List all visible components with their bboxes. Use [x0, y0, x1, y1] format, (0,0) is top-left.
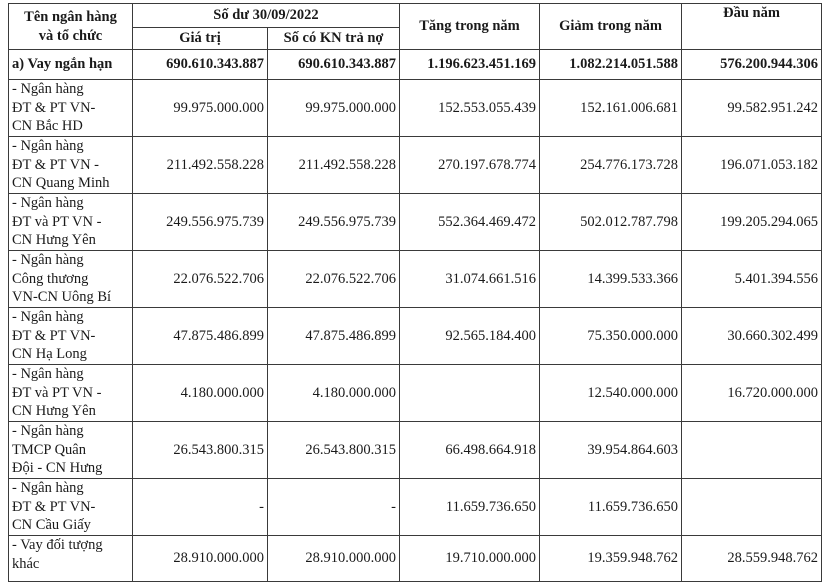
summary-row — [9, 50, 822, 80]
table-row — [9, 365, 822, 422]
bank-column-header — [9, 4, 133, 50]
opening-cell: 28.559.948.762 — [682, 536, 822, 582]
bank-column-header-line1: Tên ngân hàng — [24, 9, 117, 25]
bank-name-cell — [9, 251, 133, 308]
decrease-cell: 502.012.787.798 — [540, 194, 682, 251]
repayable-cell: 28.910.000.000 — [268, 536, 400, 582]
summary-opening: 576.200.944.306 — [682, 50, 822, 80]
summary-repayable: 690.610.343.887 — [268, 50, 400, 80]
increase-cell: 66.498.664.918 — [400, 422, 540, 479]
increase-cell — [400, 365, 540, 422]
bank-column-header-line2: và tổ chức — [38, 27, 103, 44]
bank-name-line: - Ngân hàng — [12, 138, 84, 154]
bank-name-cell — [9, 422, 133, 479]
repayable-column-header: Số có KN trả nợ — [268, 28, 400, 50]
bank-name-line: ĐT & PT VN - — [12, 156, 100, 173]
bank-name-line: - Ngân hàng — [12, 195, 84, 211]
table-row — [9, 137, 822, 194]
balance-group-header: Số dư 30/09/2022 — [133, 4, 400, 28]
opening-cell — [682, 422, 822, 479]
value-cell: 211.492.558.228 — [133, 137, 268, 194]
bank-name-line: TMCP Quân — [12, 441, 86, 458]
decrease-cell: 14.399.533.366 — [540, 251, 682, 308]
value-column-header: Giá trị — [133, 28, 268, 50]
bank-name-line: ĐT & PT VN- — [12, 327, 96, 344]
repayable-cell: 22.076.522.706 — [268, 251, 400, 308]
table-row — [9, 422, 822, 479]
value-cell: 22.076.522.706 — [133, 251, 268, 308]
opening-cell: 99.582.951.242 — [682, 80, 822, 137]
value-cell: 99.975.000.000 — [133, 80, 268, 137]
repayable-cell: - — [268, 479, 400, 536]
bank-name-line: ĐT & PT VN- — [12, 498, 96, 515]
bank-name-line: CN Hưng Yên — [12, 232, 96, 248]
increase-cell: 92.565.184.400 — [400, 308, 540, 365]
bank-name-line: - Ngân hàng — [12, 81, 84, 97]
bank-name-line: - Ngân hàng — [12, 480, 84, 496]
bank-name-line: ĐT và PT VN - — [12, 213, 102, 230]
table-row — [9, 308, 822, 365]
decrease-column-header: Giảm trong năm — [540, 4, 682, 50]
opening-cell: 196.071.053.182 — [682, 137, 822, 194]
table-row — [9, 479, 822, 536]
decrease-cell: 39.954.864.603 — [540, 422, 682, 479]
repayable-cell: 47.875.486.899 — [268, 308, 400, 365]
bank-name-line: CN Bắc HD — [12, 118, 83, 134]
bank-name-line: - Ngân hàng — [12, 309, 84, 325]
opening-cell: 199.205.294.065 — [682, 194, 822, 251]
decrease-cell: 152.161.006.681 — [540, 80, 682, 137]
increase-cell: 19.710.000.000 — [400, 536, 540, 582]
repayable-cell: 26.543.800.315 — [268, 422, 400, 479]
repayable-cell: 249.556.975.739 — [268, 194, 400, 251]
decrease-cell: 12.540.000.000 — [540, 365, 682, 422]
bank-name-cell — [9, 137, 133, 194]
table-row — [9, 251, 822, 308]
summary-increase: 1.196.623.451.169 — [400, 50, 540, 80]
bank-name-cell — [9, 308, 133, 365]
decrease-cell: 254.776.173.728 — [540, 137, 682, 194]
decrease-cell: 11.659.736.650 — [540, 479, 682, 536]
table-body — [9, 50, 822, 582]
summary-label: a) Vay ngắn hạn — [9, 50, 133, 80]
bank-name-line: - Vay đối tượng — [12, 537, 103, 553]
decrease-cell: 19.359.948.762 — [540, 536, 682, 582]
bank-name-cell — [9, 479, 133, 536]
bank-name-line: - Ngân hàng — [12, 366, 84, 382]
opening-cell: 16.720.000.000 — [682, 365, 822, 422]
increase-cell: 152.553.055.439 — [400, 80, 540, 137]
header-row-top — [9, 4, 822, 28]
opening-cell: 5.401.394.556 — [682, 251, 822, 308]
bank-name-line: CN Hạ Long — [12, 346, 87, 362]
bank-name-line: ĐT và PT VN - — [12, 384, 102, 401]
decrease-cell: 75.350.000.000 — [540, 308, 682, 365]
repayable-cell: 211.492.558.228 — [268, 137, 400, 194]
table-row — [9, 194, 822, 251]
bank-name-line: ĐT & PT VN- — [12, 99, 96, 116]
value-cell: 28.910.000.000 — [133, 536, 268, 582]
bank-name-line: Công thương — [12, 270, 89, 287]
increase-cell: 270.197.678.774 — [400, 137, 540, 194]
summary-decrease: 1.082.214.051.588 — [540, 50, 682, 80]
table-row — [9, 80, 822, 137]
increase-column-header: Tăng trong năm — [400, 4, 540, 50]
value-cell: 4.180.000.000 — [133, 365, 268, 422]
repayable-cell: 4.180.000.000 — [268, 365, 400, 422]
bank-name-line: CN Cầu Giấy — [12, 517, 91, 533]
bank-name-line: CN Hưng Yên — [12, 403, 96, 419]
value-cell: 249.556.975.739 — [133, 194, 268, 251]
opening-cell — [682, 479, 822, 536]
value-cell: 26.543.800.315 — [133, 422, 268, 479]
bank-name-line: Đội - CN Hưng — [12, 460, 103, 476]
bank-name-line: khác — [12, 555, 40, 572]
bank-name-line: - Ngân hàng — [12, 423, 84, 439]
bank-name-line: - Ngân hàng — [12, 252, 84, 268]
summary-value: 690.610.343.887 — [133, 50, 268, 80]
repayable-cell: 99.975.000.000 — [268, 80, 400, 137]
bank-name-line: VN-CN Uông Bí — [12, 289, 112, 305]
value-cell: - — [133, 479, 268, 536]
opening-column-header: Đầu năm — [682, 4, 822, 50]
bank-name-cell — [9, 80, 133, 137]
bank-name-cell — [9, 536, 133, 582]
bank-name-line: CN Quang Minh — [12, 175, 110, 191]
loan-table — [8, 3, 822, 582]
increase-cell: 552.364.469.472 — [400, 194, 540, 251]
increase-cell: 11.659.736.650 — [400, 479, 540, 536]
opening-cell: 30.660.302.499 — [682, 308, 822, 365]
bank-name-cell — [9, 365, 133, 422]
increase-cell: 31.074.661.516 — [400, 251, 540, 308]
bank-name-cell — [9, 194, 133, 251]
table-row — [9, 536, 822, 582]
value-cell: 47.875.486.899 — [133, 308, 268, 365]
